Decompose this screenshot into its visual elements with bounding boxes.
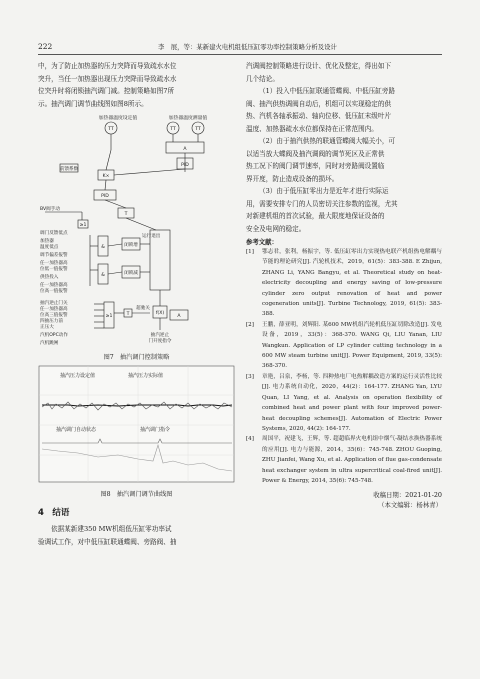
fig7-label: f(X) bbox=[155, 311, 165, 316]
fig7-label: 位高三值报警 bbox=[40, 313, 68, 318]
fig7-label: A bbox=[183, 147, 187, 152]
para-line: （3）由于低压缸零出力是近年才进行实际运 bbox=[259, 187, 389, 195]
reference-item bbox=[246, 434, 442, 486]
valve-regulation-curve bbox=[38, 365, 235, 483]
fig7-label: T bbox=[124, 212, 128, 217]
reference-item bbox=[246, 320, 442, 372]
para-line: 几个结论。 bbox=[246, 74, 279, 83]
reference-number: [2] bbox=[246, 321, 254, 328]
fig7-label: 抽汽逆止 bbox=[150, 333, 170, 338]
fig7-label: TT bbox=[170, 127, 176, 132]
fig7-label: 调门反馈低点 bbox=[40, 231, 68, 236]
fig7-label: 抽汽逆止门关 bbox=[40, 301, 68, 306]
left-column bbox=[38, 60, 235, 548]
section-title: 4 结语 bbox=[38, 508, 70, 518]
reference-number: [1] bbox=[246, 249, 254, 255]
fig7-label: 正压大 bbox=[40, 325, 54, 330]
para-line: 对新建机组的首次试验，最大限度地保证设备的 bbox=[246, 212, 385, 220]
para-line: 界开度，防止造成设备的损坏。 bbox=[246, 174, 339, 183]
fig7-label: 汽机OPC动作 bbox=[40, 333, 68, 338]
received-date bbox=[246, 490, 442, 510]
fig7-label: & bbox=[101, 245, 105, 250]
figure-8-caption: 图8 抽汽调门调节曲线图 bbox=[100, 491, 173, 498]
fig7-label: 加热器温度测量值 bbox=[168, 116, 208, 121]
fig7-label: T bbox=[126, 312, 130, 317]
figure-7 bbox=[38, 110, 235, 361]
running-header bbox=[38, 40, 442, 55]
fig7-label: PID bbox=[181, 163, 189, 168]
fig7-label: 超驰关 bbox=[136, 306, 150, 311]
right-column bbox=[246, 60, 442, 510]
fig7-label: 温度低点 bbox=[40, 245, 59, 250]
reference-text: 章艳，吕泉，李杨，等. 四种热电厂电热解耦改造方案的运行灵活性比较[J]. 电力系统自动化，2020，44(2)：164-177. ZHANG Yan, LYU Quan, LI Yang, et al. Analysis on operation flexibility of combined heat and power plant with four improved power-heat decoupling schemes[J]. Automation of Electric Power Systems, 2020, 44(2): 164-177. bbox=[262, 373, 442, 432]
fig7-label: 闭锁减 bbox=[124, 271, 138, 276]
figure-8 bbox=[38, 365, 235, 498]
legend-setpoint: 抽汽压力设定值 bbox=[60, 373, 96, 379]
fig7-label: 前馈系数 bbox=[59, 167, 79, 172]
references-heading: 参考文献： bbox=[246, 238, 278, 246]
fig7-label: 任一加热器高 bbox=[40, 307, 68, 312]
reference-number: [3] bbox=[246, 373, 254, 380]
reference-text: 鄂志君，张利，杨振宇，等. 低压缸零出力实现热电联产机组热电解耦与节能的理论研究[J]. 汽轮机技术，2019，61(5)：383-388. E Zhijun, ZHANG Li, YANG Bangyu, et al. Theoretical study on heat-electricity decoupling and energy saving of low-pressure cylinder zero output renovation of heat and power cogeneration units[J]. Turbine Technology, 2019, 61(5): 383-388. bbox=[262, 249, 442, 318]
fig7-label: 四抽压力前 bbox=[40, 319, 63, 324]
para-line: 热、汽机各轴承振动、轴向位移、低压缸末级叶片 bbox=[246, 112, 392, 120]
fig7-label: 位低一值报警 bbox=[40, 267, 68, 272]
fig7-label: 任一加热器高 bbox=[40, 261, 68, 266]
fig7-label: BV阀手动 bbox=[40, 207, 60, 212]
intro-line: 位突升时将闭锁抽汽调门减。控制策略如图7所 bbox=[38, 87, 175, 95]
running-title: 李 展，等：某新建火电机组低压缸零功率控制策略分析及设计 bbox=[158, 43, 337, 51]
fig7-label: 供热投入 bbox=[40, 275, 59, 280]
reference-item bbox=[246, 372, 442, 434]
fig7-label: 运行退出 bbox=[142, 234, 161, 239]
fig7-label: ≥1 bbox=[79, 223, 87, 228]
para-line: （1）投入中低压缸联通管蝶阀、中低压缸旁路 bbox=[259, 87, 396, 95]
intro-line: 中，为了防止加热器的压力突降而导致疏水水位 bbox=[38, 62, 177, 70]
conclusion-line: 依据某新建350 MW机组低压缸零功率试 bbox=[51, 525, 172, 533]
editor-note: （本文编辑：杨林青） bbox=[378, 501, 442, 510]
fig7-label: & bbox=[101, 273, 105, 278]
fig7-label: K× bbox=[102, 174, 110, 179]
figure-7-caption: 图7 抽汽调门控制策略 bbox=[103, 354, 170, 361]
legend-auto-state: 抽汽调门自动状态 bbox=[56, 427, 97, 433]
para-line: 汽调阀控制策略进行设计、优化及整定，得出如下 bbox=[246, 62, 392, 70]
reference-item bbox=[246, 247, 442, 320]
fig7-label: 汽机跳闸 bbox=[40, 341, 59, 346]
legend-actual: 抽汽压力实际值 bbox=[128, 373, 164, 379]
fig7-label: 位高一值报警 bbox=[40, 289, 68, 294]
legend-command: 抽汽调门指令 bbox=[140, 427, 171, 433]
fig7-label: 加热器 bbox=[40, 239, 54, 244]
para-line: （2）由于抽汽供热的联通管蝶阀大幅关小，可 bbox=[259, 137, 396, 145]
fig7-label: TT bbox=[108, 127, 114, 132]
fig7-label: 任一加热器高 bbox=[40, 283, 68, 288]
reference-text: 王鹏，薛亚明，刘辉阳. 某600 MW机组汽轮机低压缸切除改造[J]. 发电设备，2019，33(5)：368-370. WANG Qi, LIU Yanan, LIU Wangkun. Application of LP cylinder cutting technology in a 600 MW steam turbine unit[J]. Power Equipment, 2019, 33(5): 368-370. bbox=[262, 321, 442, 370]
fig7-label: 门开度指令 bbox=[148, 339, 172, 344]
reference-number: [4] bbox=[246, 436, 254, 443]
fig7-label: A bbox=[177, 314, 181, 319]
page-number: 222 bbox=[38, 42, 53, 51]
fig7-label: 加热器温度设定值 bbox=[98, 116, 138, 121]
para-line: 安全及电网的稳定。 bbox=[246, 224, 306, 233]
para-line: 热工况下的阀门调节速率，同时对旁路阀设置临 bbox=[246, 162, 385, 170]
control-strategy-diagram bbox=[38, 110, 235, 346]
para-line: 以适当放大蝶阀及抽汽调阀的调节死区及正常供 bbox=[246, 149, 385, 158]
fig7-label: TT bbox=[195, 127, 201, 132]
para-line: 阀、抽汽供热调阀自动后，机组可以实现稳定的供 bbox=[246, 99, 392, 108]
fig7-label: PID bbox=[101, 194, 109, 199]
intro-line: 示。抽汽调门调节曲线图如图8所示。 bbox=[38, 99, 148, 108]
para-line: 用，需要安排专门的人员密切关注参数的监视，尤其 bbox=[246, 199, 398, 208]
fig7-label: ≥1 bbox=[105, 314, 113, 319]
para-line: 温度、加热器疏水水位都保持在正常范围内。 bbox=[246, 124, 378, 133]
fig7-label: 调节偏差报警 bbox=[40, 253, 68, 258]
reference-text: 周国平，祝建飞，王辉，等. 超超临界火电机组中烟气-凝结水换热器系统的应用[J]. 电力与能源，2014，35(6)：745-748. ZHOU Guoping, ZHU Jianfei, Wang Xu, et al. Application of flue gas-condensate heat exchanger system in ultra supercritical coal-fired unit[J]. Power & Energy, 2014, 35(6): 745-748. bbox=[262, 436, 442, 484]
fig7-label: 闭锁增 bbox=[124, 243, 138, 248]
received-date-text: 收稿日期：2021-01-20 bbox=[373, 491, 442, 500]
intro-line: 突升，当任一加热器出现压力突降而导致疏水水 bbox=[38, 74, 177, 83]
conclusion-line: 验调试工作，对中低压缸联通蝶阀、旁路阀、抽 bbox=[38, 537, 177, 546]
